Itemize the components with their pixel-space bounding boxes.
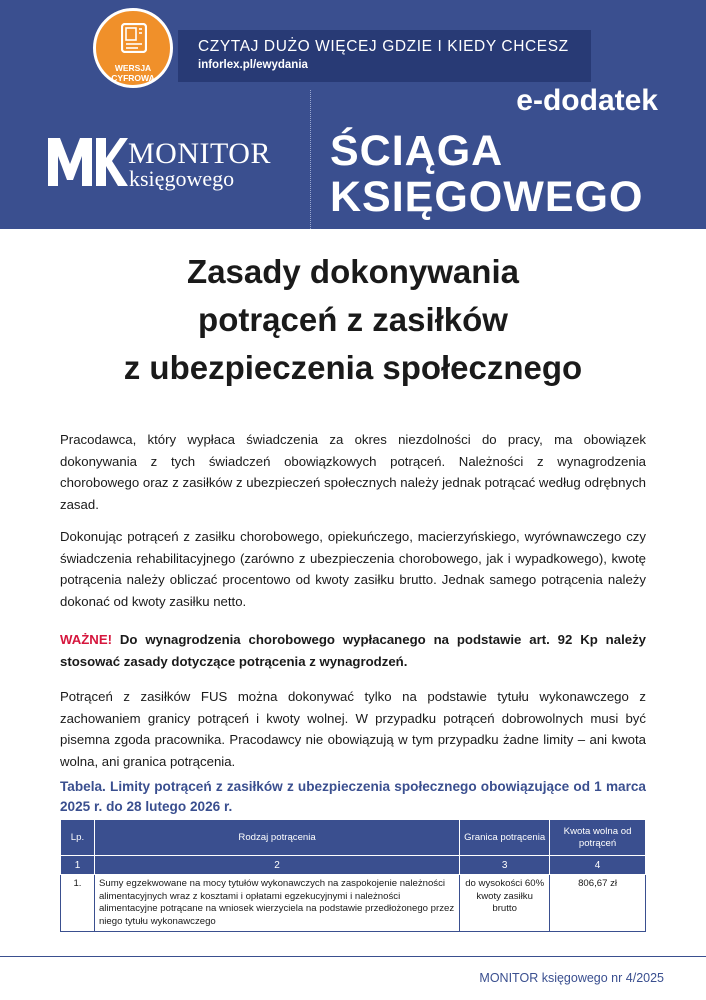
table-caption: Tabela. Limity potrąceń z zasiłków z ubezpieczenia społecznego obowiązujące od 1 marca 2025 r. do 28 lutego 2026 r. (60, 779, 646, 814)
article-title-line3: z ubezpieczenia społecznego (123, 349, 583, 386)
header-divider (310, 90, 311, 229)
paragraph-fus-deductions: Potrąceń z zasiłków FUS można dokonywać tylko na podstawie tytułu wykonawczego z zachowaniem granicy potrąceń i kwoty wolnej. W przypadku potrąceń dobrowolnych musi być pisemna zgoda pracownika. Pracodawcy nie obowiązują w tym przypadku żadne limity – ani kwota wolna, ani granica potrącenia. (60, 689, 646, 769)
column-number: 3 (460, 856, 550, 875)
important-label: WAŻNE! (60, 632, 113, 647)
banner-url-link[interactable]: inforlex.pl/ewydania (198, 59, 308, 71)
digital-edition-banner[interactable] (178, 30, 591, 82)
table-header-row (61, 820, 646, 856)
table-number-row (61, 856, 646, 875)
banner-title: CZYTAJ DUŻO WIĘCEJ GDZIE I KIEDY CHCESZ (198, 38, 569, 55)
paragraph-calculation: Dokonując potrąceń z zasiłku chorobowego, opiekuńczego, macierzyńskiego, wyrównawczego czy świadczenia rehabilitacyjnego (zarówno z ubezpieczenia chorobowego, jak i wypadkowego), kwotę potrącenia należy obliczać procentowo od kwoty zasiłku brutto. Jednak samego potrącenia należy dokonać od kwoty zasiłku netto. (60, 529, 646, 609)
article-title-line2: potrąceń z zasiłków (198, 301, 508, 338)
important-note (60, 629, 646, 672)
digital-version-badge[interactable] (93, 8, 173, 88)
row-lp: 1. (61, 875, 95, 932)
column-number: 4 (550, 856, 646, 875)
section-title-line1: ŚCIĄGA (330, 127, 504, 175)
footer-issue (479, 971, 664, 985)
table-row (61, 875, 646, 932)
header-kwota: Kwota wolna od potrąceń (550, 820, 646, 856)
badge-label-line1: WERSJA (114, 63, 152, 73)
column-number: 1 (61, 856, 95, 875)
row-granica: do wysokości 60% kwoty zasiłku brutto (460, 875, 550, 932)
footer-issue-text: księgowego nr 4/2025 (538, 971, 664, 985)
footer-brand: MONITOR (479, 971, 539, 985)
tablet-document-icon (121, 23, 147, 53)
header-rodzaj: Rodzaj potrącenia (94, 820, 459, 856)
section-title-line2: KSIĘGOWEGO (330, 173, 644, 221)
paragraph-intro: Pracodawca, który wypłaca świadczenia za okres niezdolności do pracy, ma obowiązek dokonywania z tych świadczeń obowiązkowych potrąceń. Należności z wynagrodzenia chorobowego oraz z zasiłków z ubezpieczeń społecznych należy jednak potrącać według odrębnych zasad. (60, 432, 646, 512)
logo-monitor-text: MONITOR (128, 137, 271, 170)
e-dodatek-label: e-dodatek (516, 84, 658, 117)
header-granica: Granica potrącenia (460, 820, 550, 856)
article-title (40, 248, 666, 392)
article-title-line1: Zasady dokonywania (187, 253, 519, 290)
logo-ksiegowego-text: księgowego (129, 166, 235, 191)
header-lp: Lp. (61, 820, 95, 856)
footer-divider (0, 956, 706, 957)
mk-logo-icon (46, 130, 128, 190)
row-kwota: 806,67 zł (550, 875, 646, 932)
badge-label-line2: CYFROWA (111, 73, 155, 83)
column-number: 2 (94, 856, 459, 875)
deduction-limits-table (60, 819, 646, 932)
important-text: Do wynagrodzenia chorobowego wypłacanego na podstawie art. 92 Kp należy stosować zasady dotyczące potrącenia z wynagrodzeń. (60, 632, 646, 669)
row-rodzaj: Sumy egzekwowane na mocy tytułów wykonawczych na zaspokojenie należności alimentacyjnych wraz z kosztami i opłatami egzekucyjnymi i należności alimentacyjne potrącane na wniosek wierzyciela na podstawie przedłożonego przez niego tytułu wykonawczego (94, 875, 459, 932)
